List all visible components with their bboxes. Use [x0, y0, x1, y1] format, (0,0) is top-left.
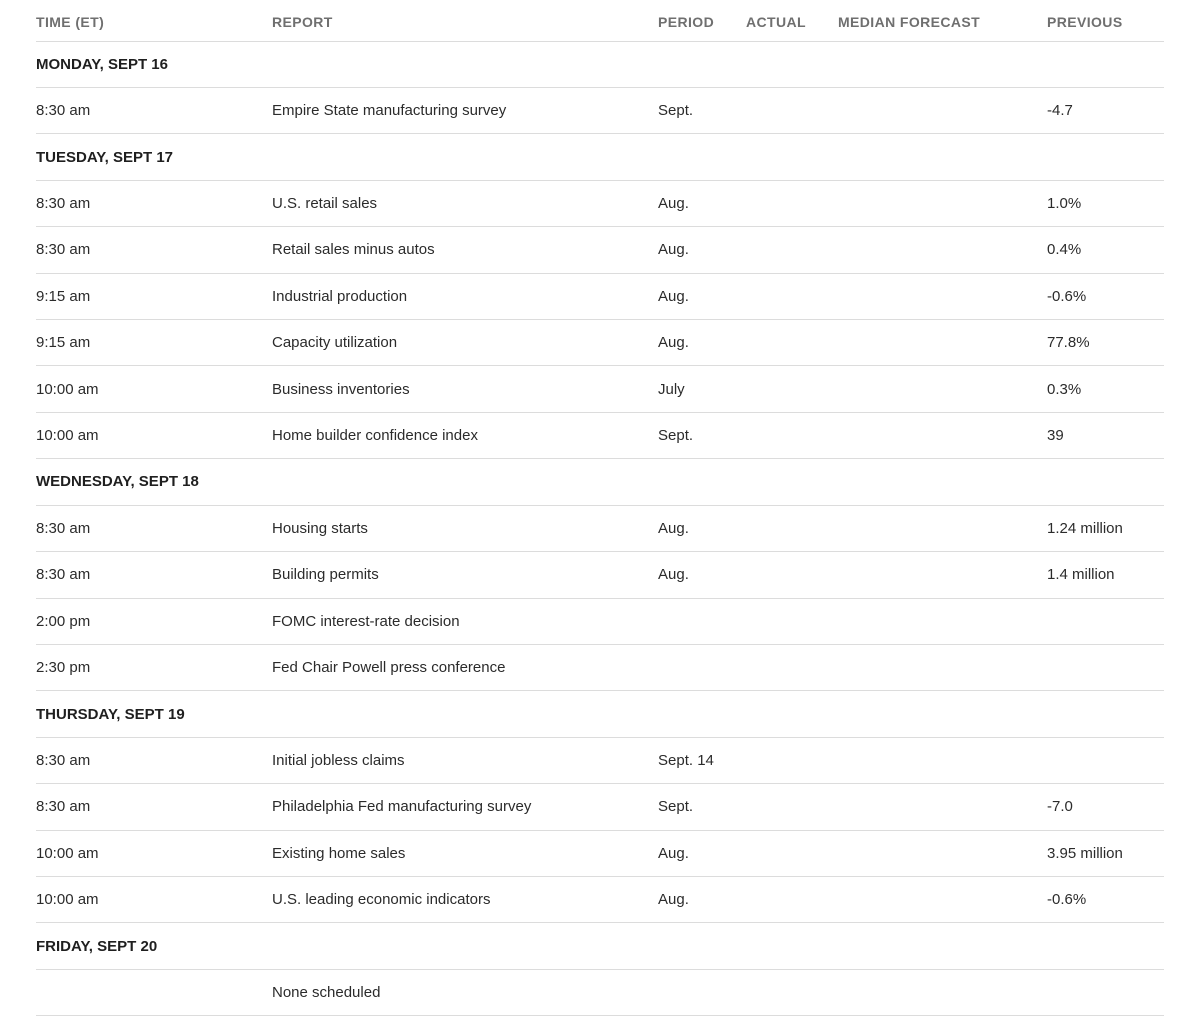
cell-report: U.S. leading economic indicators — [272, 876, 658, 922]
cell-report: Fed Chair Powell press conference — [272, 644, 658, 690]
cell-previous: -0.6% — [1047, 876, 1164, 922]
cell-report: Housing starts — [272, 505, 658, 551]
cell-actual — [746, 598, 838, 644]
cell-report: FOMC interest-rate decision — [272, 598, 658, 644]
cell-median-forecast — [838, 784, 1047, 830]
cell-time: 9:15 am — [36, 320, 272, 366]
table-row — [36, 644, 1164, 690]
cell-period: Aug. — [658, 227, 746, 273]
cell-period — [658, 598, 746, 644]
cell-period: Aug. — [658, 876, 746, 922]
cell-actual — [746, 784, 838, 830]
cell-median-forecast — [838, 876, 1047, 922]
table-row — [36, 366, 1164, 412]
cell-median-forecast — [838, 969, 1047, 1015]
cell-previous: 0.4% — [1047, 227, 1164, 273]
cell-median-forecast — [838, 412, 1047, 458]
header-previous: PREVIOUS — [1047, 0, 1164, 41]
cell-median-forecast — [838, 320, 1047, 366]
cell-period: Aug. — [658, 320, 746, 366]
cell-previous: 1.0% — [1047, 180, 1164, 226]
header-actual: ACTUAL — [746, 0, 838, 41]
table-row — [36, 180, 1164, 226]
cell-report: Business inventories — [272, 366, 658, 412]
day-label: THURSDAY, SEPT 19 — [36, 691, 1164, 738]
day-header-row — [36, 459, 1164, 506]
cell-previous — [1047, 969, 1164, 1015]
cell-actual — [746, 969, 838, 1015]
day-header-row — [36, 691, 1164, 738]
cell-time: 2:30 pm — [36, 644, 272, 690]
cell-time: 8:30 am — [36, 88, 272, 134]
cell-time: 2:00 pm — [36, 598, 272, 644]
day-label: MONDAY, SEPT 16 — [36, 41, 1164, 88]
table-header-row — [36, 0, 1164, 41]
cell-median-forecast — [838, 830, 1047, 876]
header-median-forecast: MEDIAN FORECAST — [838, 0, 1047, 41]
cell-actual — [746, 227, 838, 273]
header-time: TIME (ET) — [36, 0, 272, 41]
cell-period: Aug. — [658, 180, 746, 226]
table-row — [36, 784, 1164, 830]
cell-report: Existing home sales — [272, 830, 658, 876]
cell-report: Empire State manufacturing survey — [272, 88, 658, 134]
table-row — [36, 412, 1164, 458]
header-report: REPORT — [272, 0, 658, 41]
cell-time: 8:30 am — [36, 227, 272, 273]
cell-actual — [746, 644, 838, 690]
cell-actual — [746, 412, 838, 458]
day-header-row — [36, 134, 1164, 181]
table-row — [36, 320, 1164, 366]
table-row — [36, 505, 1164, 551]
cell-report: Industrial production — [272, 273, 658, 319]
cell-time: 9:15 am — [36, 273, 272, 319]
cell-median-forecast — [838, 273, 1047, 319]
cell-time: 10:00 am — [36, 366, 272, 412]
cell-period: Aug. — [658, 552, 746, 598]
economic-calendar-table — [36, 0, 1164, 1016]
cell-report: None scheduled — [272, 969, 658, 1015]
cell-report: Home builder confidence index — [272, 412, 658, 458]
cell-time: 10:00 am — [36, 876, 272, 922]
cell-previous: -7.0 — [1047, 784, 1164, 830]
table-row — [36, 737, 1164, 783]
economic-calendar — [36, 0, 1164, 1016]
table-row — [36, 969, 1164, 1015]
cell-actual — [746, 552, 838, 598]
cell-time — [36, 969, 272, 1015]
cell-report: Initial jobless claims — [272, 737, 658, 783]
header-period: PERIOD — [658, 0, 746, 41]
day-label: FRIDAY, SEPT 20 — [36, 923, 1164, 970]
table-body — [36, 41, 1164, 1016]
cell-actual — [746, 273, 838, 319]
cell-period: Sept. — [658, 88, 746, 134]
cell-previous: -4.7 — [1047, 88, 1164, 134]
cell-actual — [746, 366, 838, 412]
cell-median-forecast — [838, 227, 1047, 273]
cell-time: 8:30 am — [36, 784, 272, 830]
cell-period: Sept. — [658, 412, 746, 458]
cell-period: Sept. — [658, 784, 746, 830]
cell-period: Sept. 14 — [658, 737, 746, 783]
cell-actual — [746, 320, 838, 366]
cell-previous: 77.8% — [1047, 320, 1164, 366]
cell-previous: 1.4 million — [1047, 552, 1164, 598]
day-label: TUESDAY, SEPT 17 — [36, 134, 1164, 181]
cell-median-forecast — [838, 598, 1047, 644]
cell-report: Philadelphia Fed manufacturing survey — [272, 784, 658, 830]
cell-time: 10:00 am — [36, 412, 272, 458]
cell-time: 10:00 am — [36, 830, 272, 876]
cell-previous: 0.3% — [1047, 366, 1164, 412]
day-label: WEDNESDAY, SEPT 18 — [36, 459, 1164, 506]
cell-report: Capacity utilization — [272, 320, 658, 366]
cell-median-forecast — [838, 180, 1047, 226]
cell-report: Building permits — [272, 552, 658, 598]
cell-period — [658, 969, 746, 1015]
cell-median-forecast — [838, 505, 1047, 551]
cell-previous: 39 — [1047, 412, 1164, 458]
cell-report: U.S. retail sales — [272, 180, 658, 226]
day-header-row — [36, 41, 1164, 88]
cell-period: July — [658, 366, 746, 412]
cell-time: 8:30 am — [36, 552, 272, 598]
cell-median-forecast — [838, 737, 1047, 783]
cell-median-forecast — [838, 366, 1047, 412]
table-row — [36, 88, 1164, 134]
cell-time: 8:30 am — [36, 737, 272, 783]
table-row — [36, 598, 1164, 644]
cell-median-forecast — [838, 88, 1047, 134]
cell-report: Retail sales minus autos — [272, 227, 658, 273]
cell-previous: 1.24 million — [1047, 505, 1164, 551]
table-row — [36, 552, 1164, 598]
cell-actual — [746, 737, 838, 783]
table-row — [36, 227, 1164, 273]
cell-actual — [746, 88, 838, 134]
table-row — [36, 830, 1164, 876]
cell-previous — [1047, 598, 1164, 644]
cell-actual — [746, 876, 838, 922]
cell-median-forecast — [838, 552, 1047, 598]
cell-previous — [1047, 644, 1164, 690]
table-row — [36, 273, 1164, 319]
cell-median-forecast — [838, 644, 1047, 690]
cell-time: 8:30 am — [36, 505, 272, 551]
cell-previous — [1047, 737, 1164, 783]
cell-actual — [746, 180, 838, 226]
cell-period: Aug. — [658, 273, 746, 319]
cell-period — [658, 644, 746, 690]
cell-previous: -0.6% — [1047, 273, 1164, 319]
cell-actual — [746, 830, 838, 876]
cell-period: Aug. — [658, 505, 746, 551]
cell-previous: 3.95 million — [1047, 830, 1164, 876]
cell-actual — [746, 505, 838, 551]
cell-period: Aug. — [658, 830, 746, 876]
cell-time: 8:30 am — [36, 180, 272, 226]
table-row — [36, 876, 1164, 922]
day-header-row — [36, 923, 1164, 970]
